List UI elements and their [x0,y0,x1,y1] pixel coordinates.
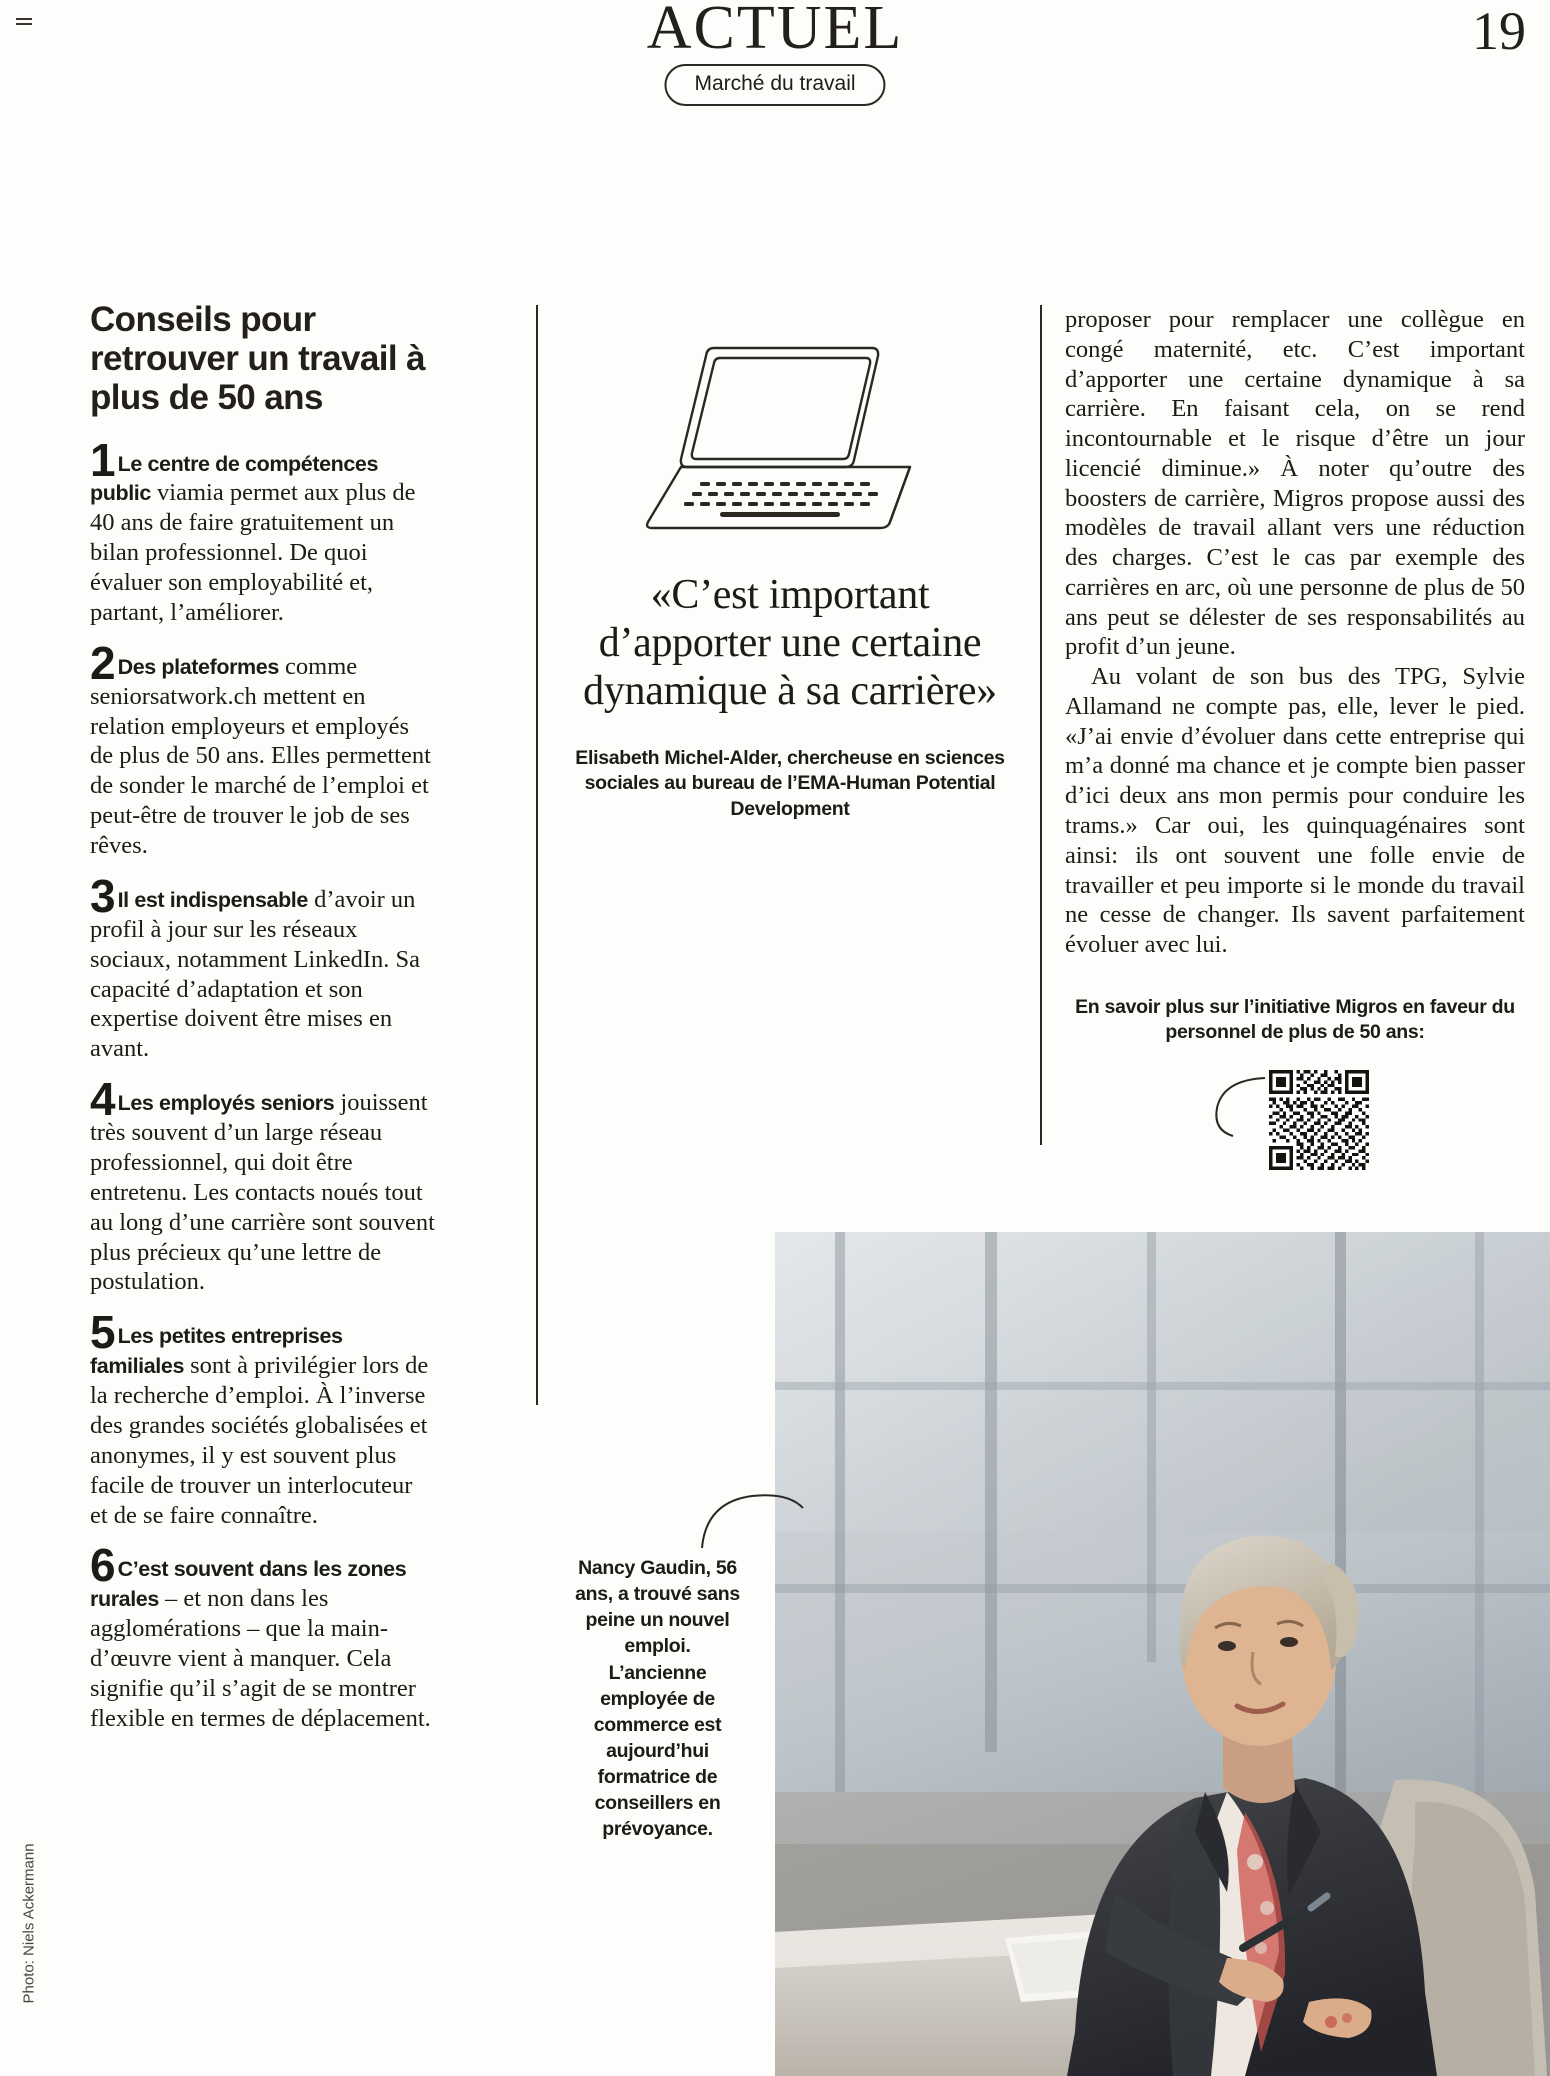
pullquote-column [560,330,1020,823]
tip-lead: C’est souvent dans les zones rurales [90,1557,407,1612]
topic-pill[interactable]: Marché du travail [664,64,885,106]
tip-lead: Il est indispensable [117,887,308,912]
article-paragraph: Au volant de son bus des TPG, Sylvie Allamand ne compte pas, elle, lever le pied. «J’ai envie d’évoluer dans cette entreprise qui m’a donné ma chance et je compte bien passer d’ici deux ans mon permis pour conduire les trams.» Car oui, les quinquagénaires sont ainsi: ils ont souvent une folle envie de travailler et peu importe si le monde du travail ne cesse de changer. Ils savent parfaitement évoluer avec lui. [1065,663,1525,959]
tip-lead: Les employés seniors [117,1091,335,1116]
tip-number: 3 [90,869,115,922]
tip-lead: Les petites entreprises familiales [90,1324,343,1379]
tip-body: sont à privilégier lors de la recherche d’emploi. À l’inverse des grandes sociétés globalisées et anonymes, il y est souvent plus facile de trouver un interlocuteur et de se faire connaître. [90,1352,429,1529]
tip-number: 1 [90,433,115,486]
tip-lead: Des plateformes [117,654,279,679]
tip-number: 6 [90,1539,115,1592]
tip-item [90,1306,435,1530]
tip-body: d’avoir un profil à jour sur les réseaux sociaux, notamment LinkedIn. Sa capacité d’adaptation et son expertise doivent être mises en avant. [90,885,420,1063]
quote-attribution: Elisabeth Michel-Alder, chercheuse en sciences sociales au bureau de l’EMA-Human Potential Development [575,746,1005,821]
tip-number: 4 [90,1073,115,1126]
tip-item [90,1539,435,1733]
laptop-icon [640,330,940,550]
tip-number: 2 [90,636,115,689]
tip-body: comme seniorsatwork.ch mettent en relation employeurs et employés de plus de 50 ans. Elles permettent de sonder le marché de l’emploi et peut-être de trouver le job de ses rêves. [90,652,431,860]
qr-code-icon[interactable] [1269,1070,1369,1170]
qr-caption: En savoir plus sur l’initiative Migros en faveur du personnel de plus de 50 ans: [1075,996,1515,1044]
qr-block [1065,995,1525,1175]
page-title: Conseils pour retrouver un travail à plus de 50 ans [90,300,425,418]
column-divider-left [536,305,538,1405]
article-column [1065,305,1525,960]
photo-caption: Nancy Gaudin, 56 ans, a trouvé sans peine un nouvel emploi. L’ancienne employée de commerce est aujourd’hui formatrice de conseillers en prévoyance. [575,1557,740,1841]
pull-quote: «C’est important d’apporter une certaine dynamique à sa carrière» [583,572,997,714]
tips-column [90,300,435,1753]
portrait-photo [775,1232,1550,2076]
tip-item [90,1073,435,1297]
article-paragraph: proposer pour remplacer une collègue en congé maternité, etc. C’est important d’apporter une certaine dynamique à sa carrière. En faisant cela, on se rend incontournable et le risque d’être un jour licencié diminue.» À noter qu’outre des boosters de carrière, Migros propose aussi des modèles de travail allant vers une réduction des charges. C’est le cas par exemple des carrières en arc, où une personne de plus de 50 ans peut se délester de ses responsabilités au profit d’un jeune. [1065,306,1525,661]
curved-pointer-icon [1207,1074,1267,1140]
tip-item [90,636,435,861]
curved-pointer-icon [700,1490,805,1550]
column-divider-right [1040,305,1042,1145]
tip-number: 5 [90,1306,115,1359]
masthead [0,0,1550,110]
tip-item [90,869,435,1064]
photo-credit: Photo: Niels Ackermann [20,1843,38,2004]
tip-body: jouissent très souvent d’un large réseau professionnel, qui doit être entretenu. Les contacts noués tout au long d’une carrière sont souvent plus précieux qu’une lettre de postulation. [90,1089,435,1296]
tip-body: viamia permet aux plus de 40 ans de faire gratuitement un bilan professionnel. De quoi évaluer son employabilité et, partant, l’améliorer. [90,479,416,626]
photo-illustration [775,1232,1550,2076]
tip-body: – et non dans les agglomérations – que la main-d’œuvre vient à manquer. Cela signifie qu’il s’agit de se montrer flexible en termes de déplacement. [90,1585,431,1732]
tip-lead: Le centre de compétences public [90,451,379,506]
section-title: ACTUEL [646,0,904,62]
page-number: 19 [1472,1,1526,61]
tip-item [90,433,435,628]
